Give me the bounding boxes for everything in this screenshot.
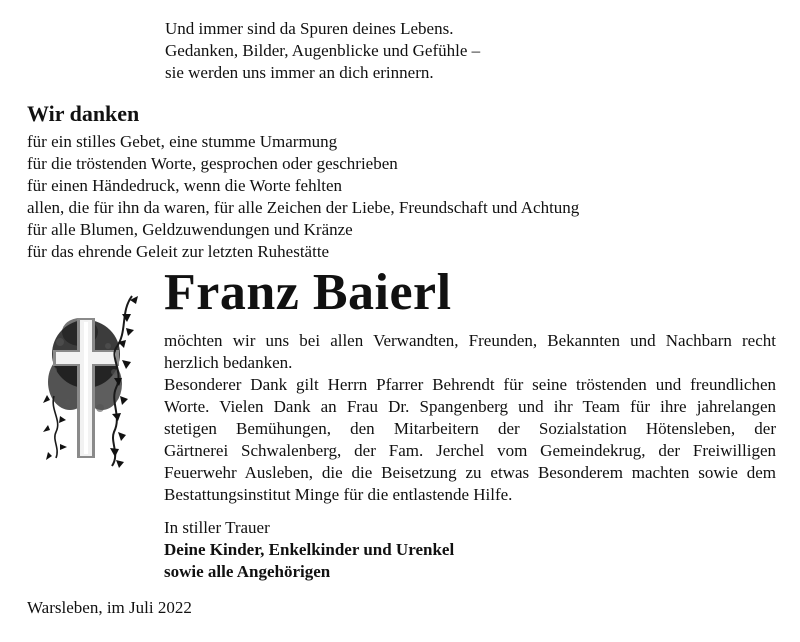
message-line: Worte. Vielen Dank an Frau Dr. Spangenberg und ihr Team für ihre jahrelangen <box>164 397 776 416</box>
message-line: Gärtnerei Schwalenberg, der Fam. Jerchel vom Gemeindekrug, der Freiwilligen <box>164 441 776 460</box>
poem-line: Gedanken, Bilder, Augenblicke und Gefühle – <box>165 41 481 60</box>
thanks-list <box>27 131 579 263</box>
mourning-family: Deine Kinder, Enkelkinder und Urenkel <box>164 540 455 559</box>
message-line: stetigen Bemühungen, den Mitarbeitern der Sozialstation Hötensleben, der <box>164 419 776 438</box>
message-line: Besonderer Dank gilt Herrn Pfarrer Behrendt für seine tröstenden und freundlichen <box>164 375 776 394</box>
thanks-line: allen, die für ihn da waren, für alle Zeichen der Liebe, Freundschaft und Achtung <box>27 198 580 217</box>
mourning-relatives: sowie alle Angehörigen <box>164 562 331 581</box>
cross-with-ivy-icon <box>40 292 140 470</box>
poem-line: sie werden uns immer an dich erinnern. <box>165 63 434 82</box>
thanks-heading: Wir danken <box>27 101 140 126</box>
thanks-line: für ein stilles Gebet, eine stumme Umarmung <box>27 132 338 151</box>
message-line: Feuerwehr Ausleben, die die Beisetzung zu etwas Besonderem machten sowie dem <box>164 463 776 482</box>
thanks-line: für das ehrende Geleit zur letzten Ruhestätte <box>27 242 330 261</box>
place-date: Warsleben, im Juli 2022 <box>27 598 192 617</box>
message-line: möchten wir uns bei allen Verwandten, Freunden, Bekannten und Nachbarn recht <box>164 331 776 350</box>
thanks-line: für die tröstenden Worte, gesprochen oder geschrieben <box>27 154 398 173</box>
message-line: herzlich bedanken. <box>164 353 293 372</box>
thanks-line: für einen Händedruck, wenn die Worte fehlten <box>27 176 343 195</box>
deceased-name: Franz Baierl <box>164 264 452 321</box>
mourning-signature <box>164 517 454 583</box>
thanks-message <box>164 330 776 506</box>
mourning-intro: In stiller Trauer <box>164 518 270 537</box>
message-line: Bestattungsinstitut Minge für die entlastende Hilfe. <box>164 485 513 504</box>
poem-line: Und immer sind da Spuren deines Lebens. <box>165 19 454 38</box>
thanks-line: für alle Blumen, Geldzuwendungen und Kränze <box>27 220 353 239</box>
poem <box>165 18 480 84</box>
